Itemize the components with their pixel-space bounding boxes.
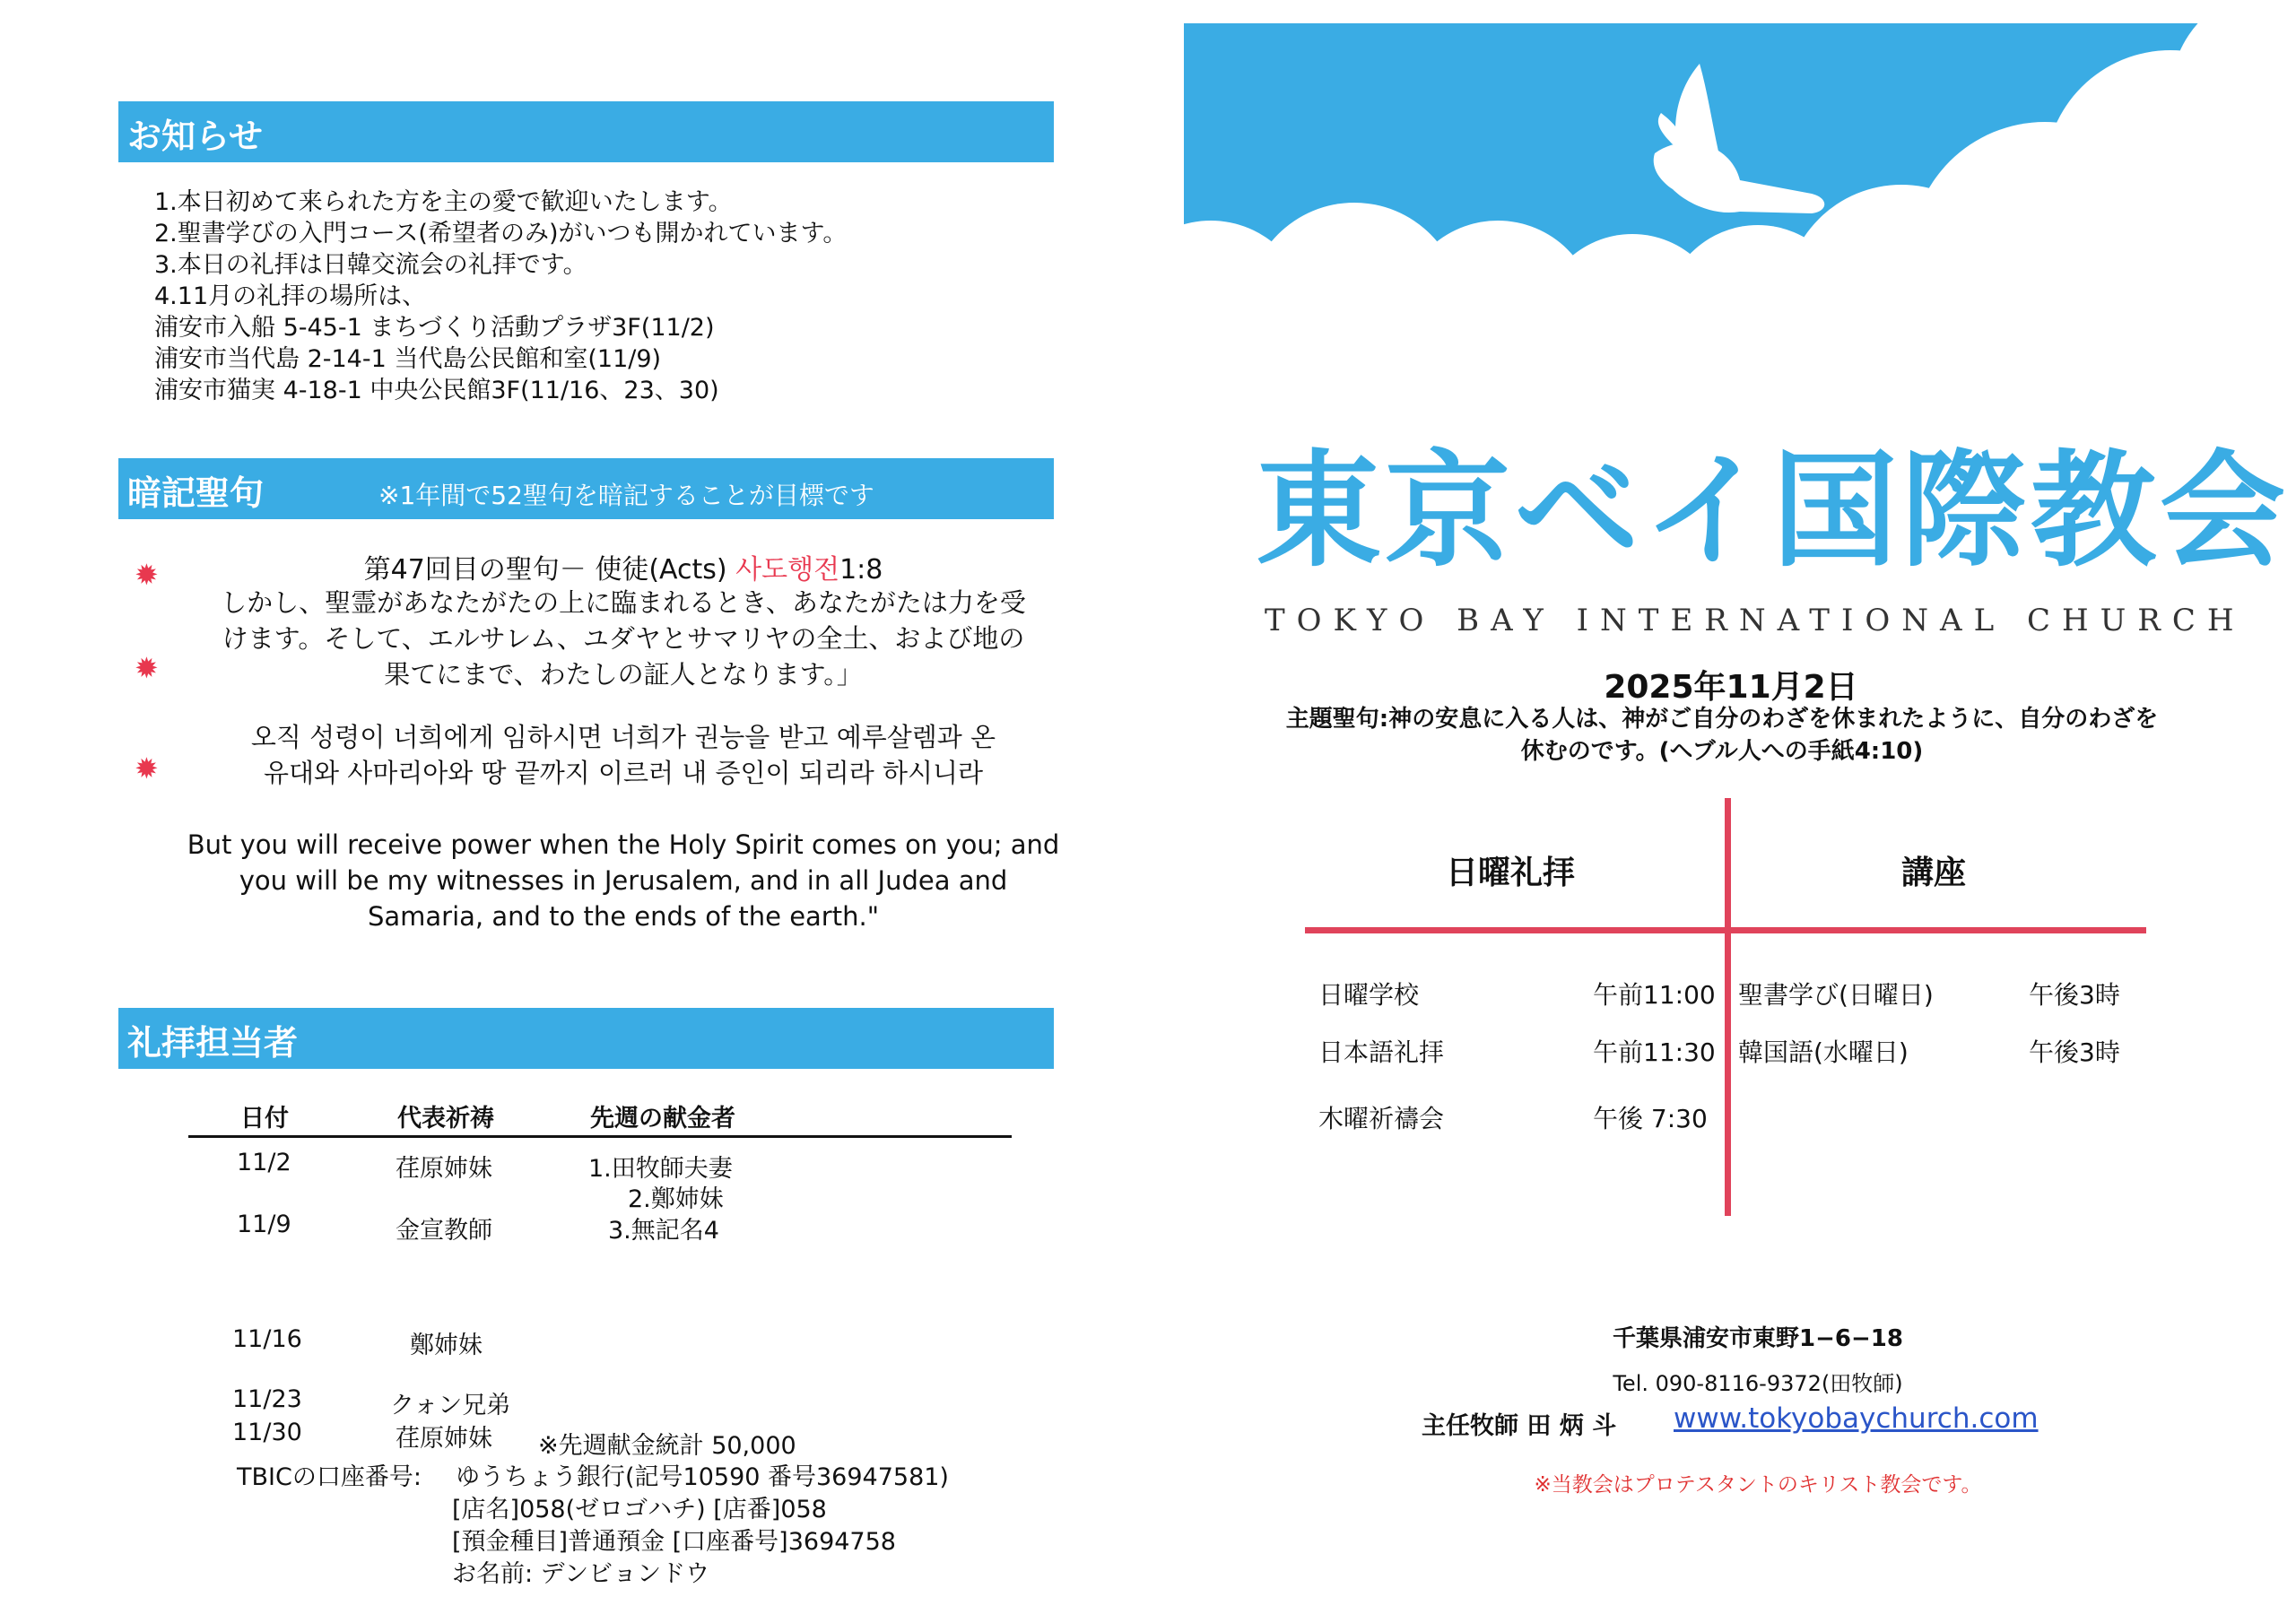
duty-prayer: 鄭姉妹	[410, 1332, 483, 1359]
pastor-name: 主任牧師 田 炳 斗	[1422, 1412, 1617, 1440]
schedule-cross-vertical	[1725, 798, 1731, 1216]
notice-list	[154, 187, 847, 406]
duty-col-prayer: 代表祈祷	[397, 1105, 494, 1133]
duty-date: 11/23	[232, 1385, 302, 1413]
sunday-item-name: 日本語礼拝	[1318, 1037, 1445, 1067]
verse-japanese: しかし、聖霊があなたがたの上に臨まれるとき、あなたがたは力を受 けます。そして、エルサレム、ユダヤとサマリヤの全土、および地の 果てにまで、わたしの証人となります。」	[221, 587, 1026, 690]
course-item-time: 午後3時	[2029, 980, 2120, 1010]
duty-prayer: 荏原姉妹	[396, 1155, 492, 1183]
bulletin-date: 2025年11月2日	[1604, 669, 1858, 706]
notice-item: 浦安市入船 5-45-1 まちづくり活動プラザ3F(11/2)	[154, 314, 715, 342]
notice-item: 2.聖書学びの入門コース(希望者のみ)がいつも開かれています。	[154, 220, 848, 247]
sunday-item-name: 日曜学校	[1318, 980, 1420, 1010]
theme-verse: 主題聖句:神の安息に入る人は、神がご自分のわざを休まれたように、自分のわざを 休むのです。(ヘブル人への手紙4:10)	[1285, 706, 2159, 765]
notice-header	[118, 101, 1054, 162]
notice-item: 浦安市当代島 2-14-1 当代島公民館和室(11/9)	[154, 345, 662, 373]
memory-title: 暗記聖句	[127, 473, 265, 513]
sunday-item-time: 午前11:00	[1593, 980, 1716, 1010]
duty-date: 11/30	[232, 1419, 302, 1446]
duty-prayer: 荏原姉妹	[396, 1425, 492, 1453]
duty-date: 11/16	[232, 1325, 302, 1353]
offering-total: ※先週献金統計 50,000	[538, 1432, 796, 1460]
sunday-worship-title: 日曜礼拝	[1446, 855, 1576, 891]
account-line: お名前: デンビョンドウ	[452, 1560, 710, 1588]
verse-english: But you will receive power when the Holy Spirit comes on you; and you will be my witnesses in Jerusalem, and in all Judea and Samaria, and to the ends of the earth."	[187, 829, 1060, 932]
course-item-name: 韓国語(水曜日)	[1738, 1037, 1909, 1067]
duty-date: 11/9	[237, 1211, 291, 1238]
verse-heading: 第47回目の聖句－ 使徒(Acts) 사도행전1:8	[363, 554, 883, 586]
duty-date: 11/2	[237, 1149, 291, 1176]
account-line: ゆうちょう銀行(記号10590 番号36947581)	[456, 1463, 949, 1491]
duty-col-offerers: 先週の献金者	[590, 1105, 735, 1133]
notice-item: 浦安市猫実 4-18-1 中央公民館3F(11/16、23、30)	[154, 377, 719, 404]
memory-subtitle: ※1年間で52聖句を暗記することが目標です	[378, 481, 874, 510]
duty-prayer: クォン兄弟	[390, 1392, 511, 1419]
duty-offerer: 3.無記名4	[608, 1217, 719, 1245]
notice-item: 3.本日の礼拝は日韓交流会の礼拝です。	[154, 251, 587, 279]
notice-item: 1.本日初めて来られた方を主の愛で歓迎いたします。	[154, 188, 733, 216]
church-tel: Tel. 090-8116-9372(田牧師)	[1613, 1371, 1903, 1396]
memory-header	[118, 458, 1054, 519]
duty-offerer: 1.田牧師夫妻	[588, 1155, 733, 1183]
account-line: [預金種目]普通預金 [口座番号]3694758	[452, 1528, 896, 1556]
church-name-en: TOKYO BAY INTERNATIONAL CHURCH	[1265, 603, 2246, 638]
church-address: 千葉県浦安市東野1−6−18	[1613, 1325, 1903, 1352]
course-title: 講座	[1901, 855, 1967, 891]
notice-item: 4.11月の礼拝の場所は、	[154, 282, 427, 310]
church-name-jp: 東京ベイ国際教会	[1256, 438, 2290, 585]
notice-title: お知らせ	[127, 117, 263, 156]
duty-prayer: 金宣教師	[396, 1217, 492, 1245]
sky-cloud-banner	[1184, 23, 2260, 382]
sunday-item-time: 午後 7:30	[1593, 1104, 1708, 1133]
duty-col-date: 日付	[240, 1105, 289, 1133]
course-item-time: 午後3時	[2029, 1037, 2120, 1067]
account-line: [店名]058(ゼロゴハチ) [店番]058	[452, 1496, 827, 1523]
sun-icon: ✹	[135, 751, 159, 785]
sun-icon: ✹	[135, 558, 159, 592]
sun-icon: ✹	[135, 651, 159, 685]
sunday-item-name: 木曜祈禱会	[1318, 1104, 1445, 1133]
schedule-cross-horizontal	[1305, 927, 2146, 933]
sunday-item-time: 午前11:30	[1593, 1037, 1716, 1067]
duty-offerer: 2.鄭姉妹	[628, 1185, 724, 1213]
account-label: TBICの口座番号:	[237, 1463, 422, 1491]
duty-divider	[188, 1135, 1012, 1138]
course-item-name: 聖書学び(日曜日)	[1738, 980, 1934, 1010]
verse-korean: 오직 성령이 너희에게 임하시면 너희가 권능을 받고 예루살렘과 온 유대와 사마리아와 땅 끝까지 이르러 내 증인이 되리라 하시니라	[250, 722, 996, 788]
duty-title: 礼拝担当者	[127, 1023, 299, 1063]
website-link[interactable]: www.tokyobaychurch.com	[1674, 1402, 2039, 1435]
verse-heading-korean: 사도행전	[735, 554, 840, 586]
denomination-note: ※当教会はプロテスタントのキリスト教会です。	[1534, 1473, 1982, 1497]
duty-header	[118, 1008, 1054, 1069]
